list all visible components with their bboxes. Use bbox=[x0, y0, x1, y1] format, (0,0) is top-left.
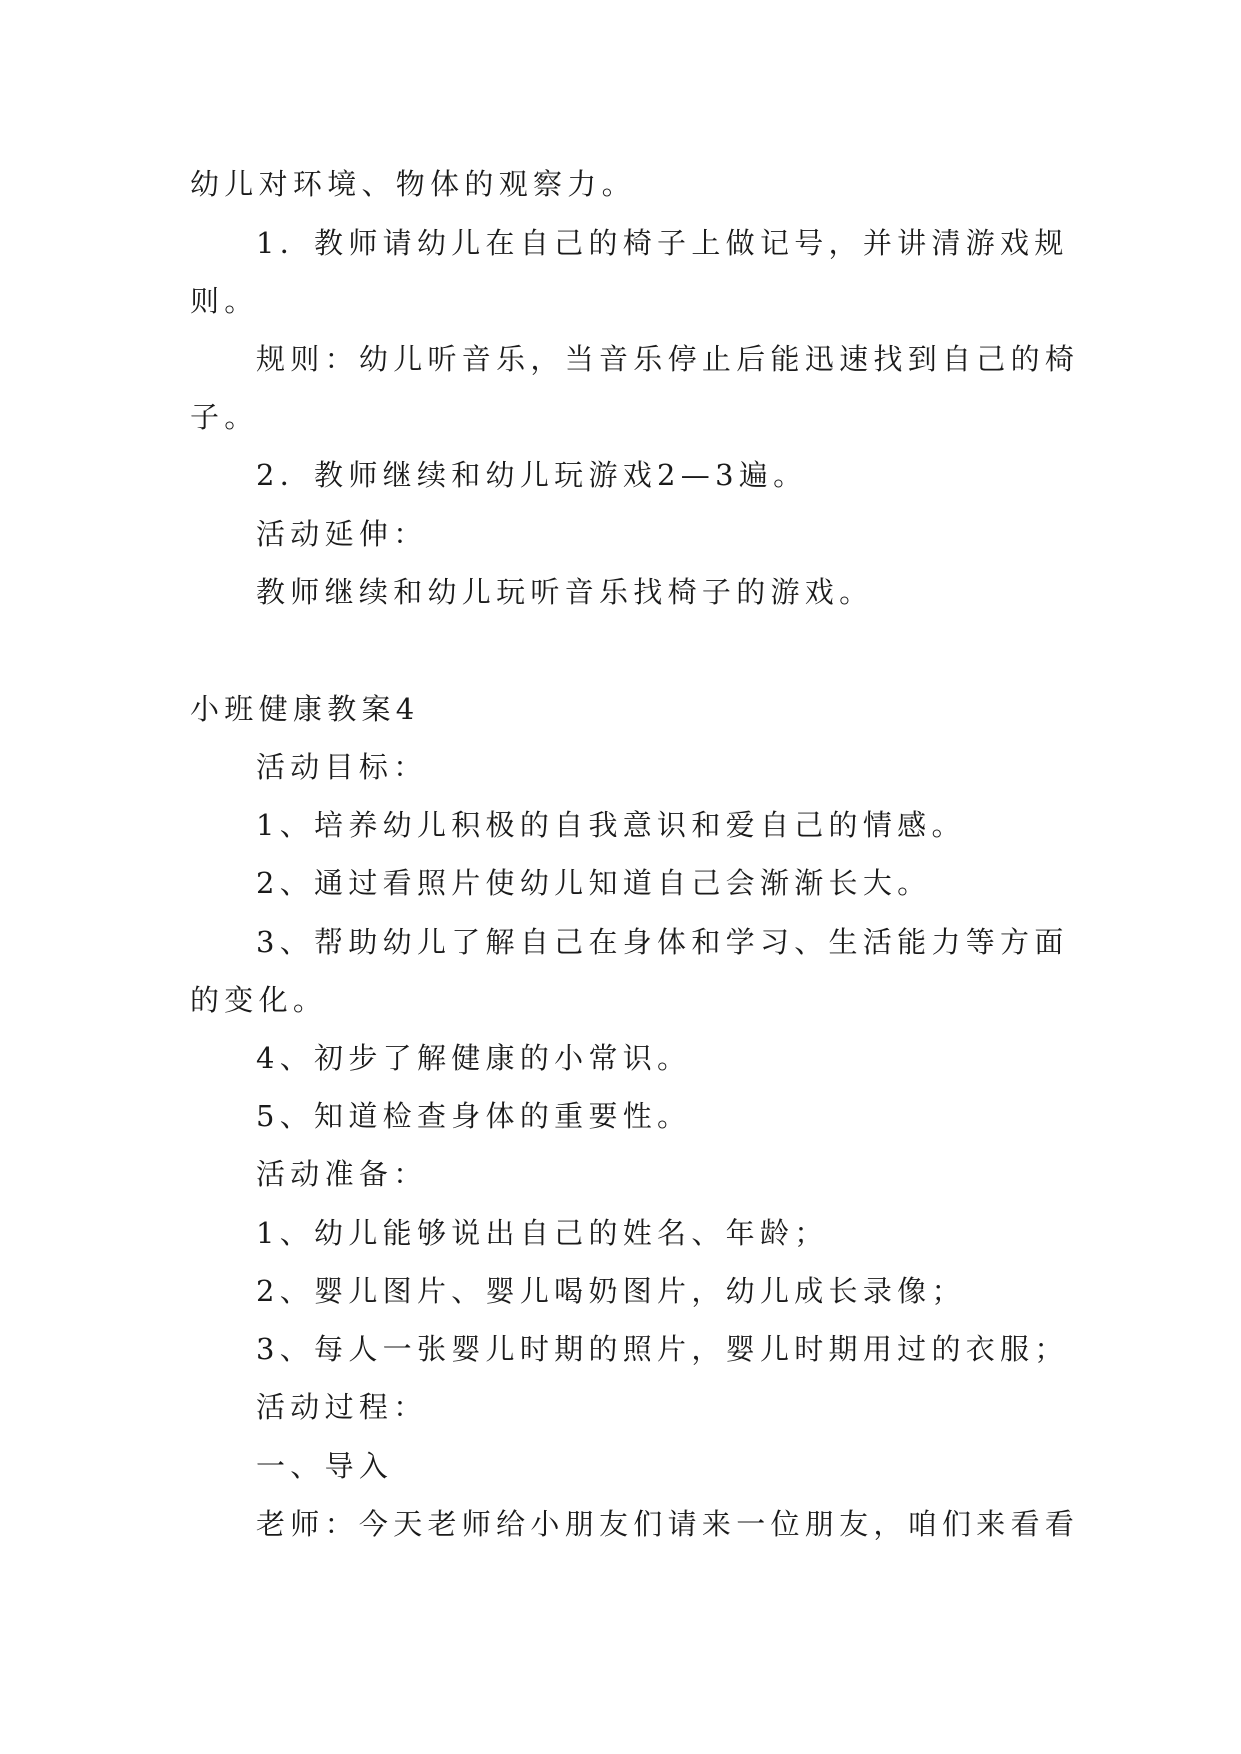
text-line: 子。 bbox=[190, 400, 259, 434]
subheading: 活动目标： bbox=[256, 750, 428, 784]
text-line: 教师继续和幼儿玩听音乐找椅子的游戏。 bbox=[256, 575, 874, 609]
text-line: 老师：今天老师给小朋友们请来一位朋友，咱们来看看 bbox=[256, 1507, 1080, 1541]
text-line: 则。 bbox=[190, 284, 259, 318]
text-line: 幼儿对环境、物体的观察力。 bbox=[190, 167, 636, 201]
subheading: 活动准备： bbox=[256, 1157, 428, 1191]
subheading: 活动延伸： bbox=[256, 517, 428, 551]
text-line: 1．教师请幼儿在自己的椅子上做记号，并讲清游戏规 bbox=[256, 226, 1069, 260]
section-title: 小班健康教案4 bbox=[190, 692, 420, 726]
list-item: 3、帮助幼儿了解自己在身体和学习、生活能力等方面 bbox=[256, 925, 1069, 959]
text-line: 规则：幼儿听音乐，当音乐停止后能迅速找到自己的椅 bbox=[256, 342, 1080, 376]
text-line: 2．教师继续和幼儿玩游戏2—3遍。 bbox=[256, 458, 808, 492]
text-line: 一、导入 bbox=[256, 1449, 394, 1483]
list-item: 5、知道检查身体的重要性。 bbox=[256, 1099, 692, 1133]
subheading: 活动过程： bbox=[256, 1390, 428, 1424]
list-item: 1、幼儿能够说出自己的姓名、年龄； bbox=[256, 1216, 829, 1250]
list-item: 2、婴儿图片、婴儿喝奶图片，幼儿成长录像； bbox=[256, 1274, 966, 1308]
list-item: 3、每人一张婴儿时期的照片，婴儿时期用过的衣服； bbox=[256, 1332, 1069, 1366]
list-item: 2、通过看照片使幼儿知道自己会渐渐长大。 bbox=[256, 866, 932, 900]
list-item: 1、培养幼儿积极的自我意识和爱自己的情感。 bbox=[256, 808, 966, 842]
list-item: 4、初步了解健康的小常识。 bbox=[256, 1041, 692, 1075]
text-line: 的变化。 bbox=[190, 983, 328, 1017]
